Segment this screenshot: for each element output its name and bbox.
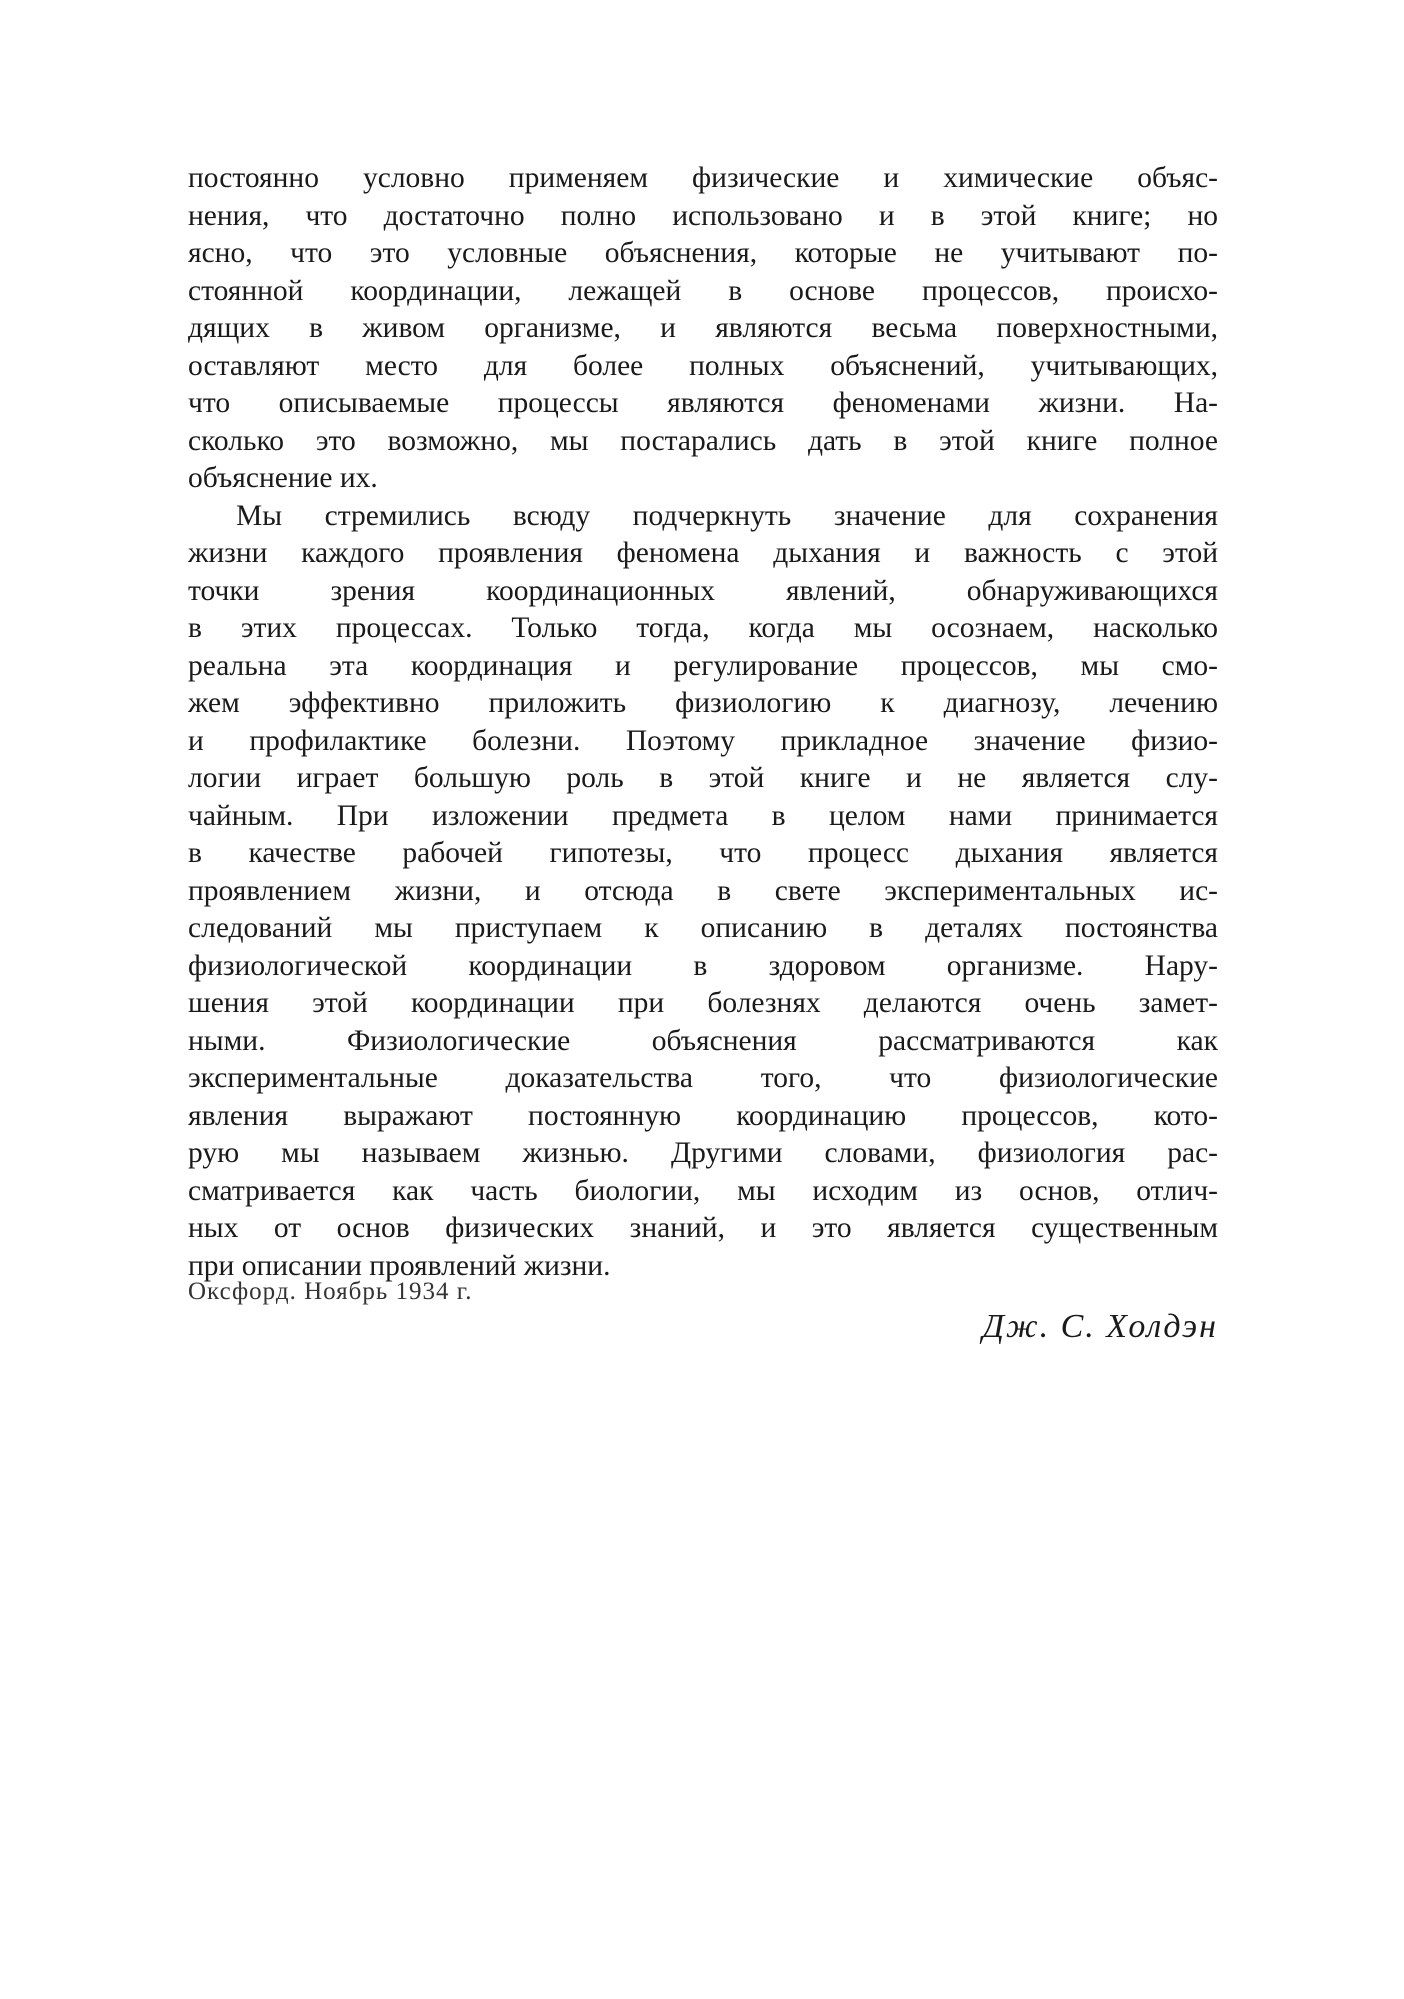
text-line: жем эффективно приложить физиологию к диагнозу, лечению bbox=[188, 687, 1218, 719]
text-line: следований мы приступаем к описанию в деталях постоянства bbox=[188, 912, 1218, 944]
text-line: точки зрения координационных явлений, обнаруживающихся bbox=[188, 574, 1218, 607]
text-line: реальна эта координация и регулирование процессов, мы смо- bbox=[188, 649, 1218, 682]
text-line: в этих процессах. Только тогда, когда мы осознаем, насколько bbox=[188, 612, 1218, 644]
text-line: ными. Физиологические объяснения рассматриваются как bbox=[188, 1024, 1218, 1057]
text-line: и профилактике болезни. Поэтому прикладное значение физио- bbox=[188, 724, 1218, 757]
text-line: проявлением жизни, и отсюда в свете экспериментальных ис- bbox=[188, 874, 1218, 907]
text-line: явления выражают постоянную координацию процессов, кото- bbox=[188, 1099, 1218, 1132]
text-line: стоянной координации, лежащей в основе процессов, происхо- bbox=[188, 274, 1218, 307]
paragraph-1 bbox=[188, 160, 1218, 498]
text-line: оставляют место для более полных объяснений, учитывающих, bbox=[188, 349, 1218, 382]
text-line: физиологической координации в здоровом организме. Нару- bbox=[188, 949, 1218, 982]
text-line: ясно, что это условные объяснения, которые не учитывают по- bbox=[188, 237, 1218, 269]
text-line: постоянно условно применяем физические и химические объяс- bbox=[188, 162, 1218, 194]
text-line: рую мы называем жизнью. Другими словами, физиология рас- bbox=[188, 1137, 1218, 1169]
text-line: экспериментальные доказательства того, что физиологические bbox=[188, 1062, 1218, 1094]
author-signature: Дж. С. Холдэн bbox=[982, 1308, 1218, 1345]
place-date: Оксфорд. Ноябрь 1934 г. bbox=[188, 1278, 473, 1305]
text-line: дящих в живом организме, и являются весьма поверхностными, bbox=[188, 312, 1218, 344]
text-line: шения этой координации при болезнях делаются очень замет- bbox=[188, 987, 1218, 1019]
text-line: что описываемые процессы являются феноменами жизни. На- bbox=[188, 387, 1218, 419]
text-line: Мы стремились всюду подчеркнуть значение для сохранения bbox=[236, 499, 1218, 532]
text-line: ных от основ физических знаний, и это является существенным bbox=[188, 1212, 1218, 1244]
text-line: нения, что достаточно полно использовано и в этой книге; но bbox=[188, 199, 1218, 232]
text-line: логии играет большую роль в этой книге и не является слу- bbox=[188, 762, 1218, 794]
text-line: сколько это возможно, мы постарались дать в этой книге полное bbox=[188, 424, 1218, 457]
text-line: объяснение их. bbox=[188, 462, 378, 494]
text-line: в качестве рабочей гипотезы, что процесс дыхания является bbox=[188, 837, 1218, 869]
body-text bbox=[188, 160, 1218, 1285]
paragraph-2 bbox=[188, 498, 1218, 1286]
text-line: жизни каждого проявления феномена дыхания и важность с этой bbox=[188, 537, 1218, 569]
text-line: чайным. При изложении предмета в целом нами принимается bbox=[188, 799, 1218, 832]
text-line: сматривается как часть биологии, мы исходим из основ, отлич- bbox=[188, 1174, 1218, 1207]
text-line: при описании проявлений жизни. bbox=[188, 1249, 611, 1282]
